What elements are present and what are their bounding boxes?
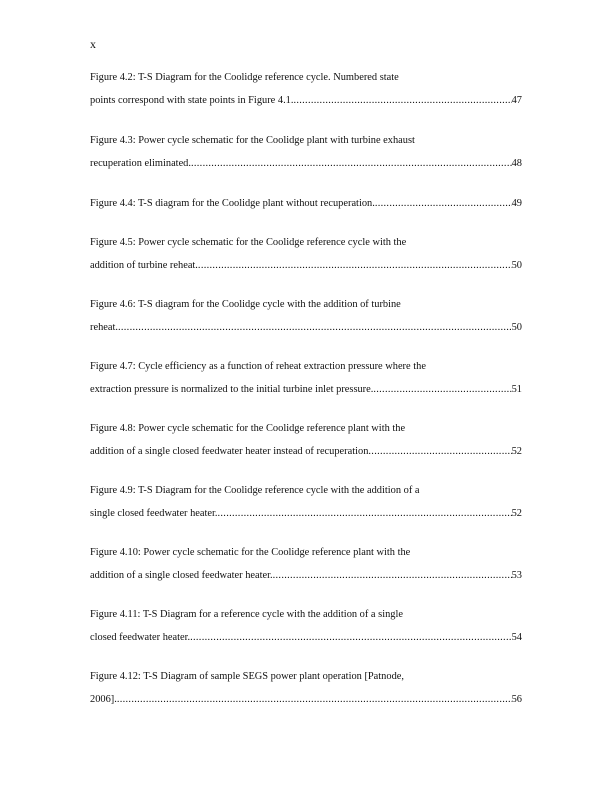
toc-entry-figure-4-7[interactable]: [90, 360, 522, 397]
entry-page-number: 53: [511, 570, 522, 581]
entry-caption-line-1: Figure 4.5: Power cycle schematic for the Coolidge reference cycle with the: [90, 237, 407, 248]
entry-page-number: 51: [511, 384, 522, 395]
entry-page-number: 54: [511, 632, 522, 643]
entry-caption-text: closed feedwater heater.: [90, 632, 191, 643]
dot-leader: [191, 157, 512, 171]
toc-entry-figure-4-3[interactable]: [90, 134, 522, 171]
entry-page-number: 50: [511, 322, 522, 333]
toc-entry-figure-4-2[interactable]: [90, 71, 522, 108]
toc-entry-figure-4-11[interactable]: [90, 608, 522, 645]
entry-caption-line-1: Figure 4.10: Power cycle schematic for the Coolidge reference plant with the: [90, 547, 411, 558]
entry-caption-line-1: Figure 4.8: Power cycle schematic for the Coolidge reference plant with the: [90, 423, 406, 434]
entry-caption-line-2: [90, 259, 522, 273]
entry-caption-line-2: [90, 321, 522, 335]
entry-caption-text: recuperation eliminated.: [90, 158, 191, 169]
entry-caption-text: points correspond with state points in Figure 4.1.: [90, 95, 294, 106]
entry-caption-line-2: [90, 445, 522, 459]
toc-entry-figure-4-10[interactable]: [90, 546, 522, 583]
entry-page-number: 50: [511, 260, 522, 271]
entry-caption-line-2: [90, 693, 522, 707]
entry-caption-line-2: [90, 507, 522, 521]
entry-page-number: 48: [511, 158, 522, 169]
toc-entry-figure-4-12[interactable]: [90, 670, 522, 707]
entry-page-number: 47: [511, 95, 522, 106]
entry-caption-line: [90, 197, 522, 211]
toc-entry-figure-4-9[interactable]: [90, 484, 522, 521]
entry-caption-line-1: Figure 4.2: T-S Diagram for the Coolidge reference cycle. Numbered state: [90, 72, 399, 83]
entry-page-number: 52: [511, 446, 522, 457]
entry-caption-text: reheat.: [90, 322, 118, 333]
dot-leader: [198, 259, 512, 273]
entry-caption-text: Figure 4.4: T-S diagram for the Coolidge plant without recuperation.: [90, 198, 375, 209]
dot-leader: [368, 445, 511, 459]
entry-caption-line-1: Figure 4.7: Cycle efficiency as a function of reheat extraction pressure where the: [90, 361, 426, 372]
entry-page-number: 56: [511, 694, 522, 705]
dot-leader: [218, 507, 512, 521]
entry-caption-line-2: [90, 157, 522, 171]
entry-caption-text: addition of a single closed feedwater heater.: [90, 570, 273, 581]
dot-leader: [373, 383, 511, 397]
entry-page-number: 49: [511, 198, 522, 209]
entry-caption-line-1: Figure 4.11: T-S Diagram for a reference cycle with the addition of a single: [90, 609, 403, 620]
dot-leader: [375, 197, 512, 211]
dot-leader: [190, 631, 512, 645]
dot-leader: [118, 321, 512, 335]
entry-caption-line-1: Figure 4.12: T-S Diagram of sample SEGS power plant operation [Patnode,: [90, 671, 404, 682]
toc-entry-figure-4-5[interactable]: [90, 236, 522, 273]
entry-caption-text: addition of a single closed feedwater heater instead of recuperation: [90, 446, 369, 457]
dot-leader: [293, 94, 511, 108]
entry-caption-line-1: Figure 4.9: T-S Diagram for the Coolidge reference cycle with the addition of a: [90, 485, 420, 496]
entry-caption-text: extraction pressure is normalized to the initial turbine inlet pressure.: [90, 384, 374, 395]
entry-caption-line-2: [90, 383, 522, 397]
entry-caption-text: 2006].: [90, 694, 117, 705]
entry-caption-line-1: Figure 4.3: Power cycle schematic for the Coolidge plant with turbine exhaust: [90, 135, 415, 146]
entry-caption-line-2: [90, 569, 522, 583]
page-number: x: [90, 37, 96, 51]
toc-entry-figure-4-8[interactable]: [90, 422, 522, 459]
dot-leader: [273, 569, 512, 583]
entry-page-number: 52: [511, 508, 522, 519]
entry-caption-line-2: [90, 631, 522, 645]
toc-entry-figure-4-4[interactable]: [90, 197, 522, 211]
entry-caption-line-1: Figure 4.6: T-S diagram for the Coolidge cycle with the addition of turbine: [90, 299, 401, 310]
dot-leader: [117, 693, 512, 707]
toc-entry-figure-4-6[interactable]: [90, 298, 522, 335]
entry-caption-text: addition of turbine reheat.: [90, 260, 198, 271]
entry-caption-line-2: [90, 94, 522, 108]
entry-caption-text: single closed feedwater heater.: [90, 508, 218, 519]
